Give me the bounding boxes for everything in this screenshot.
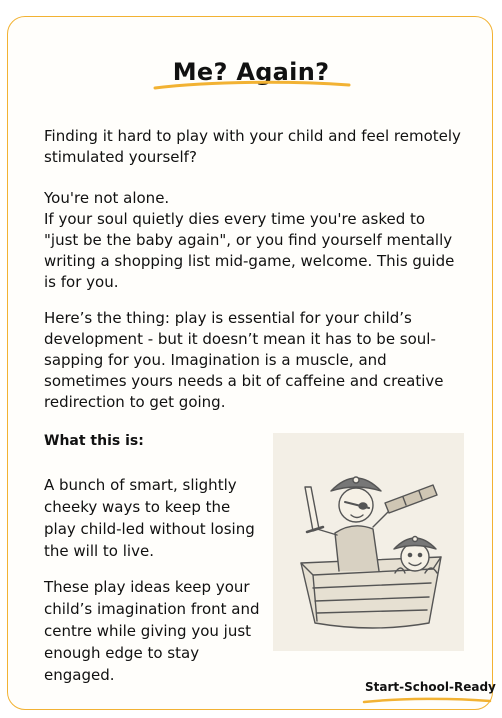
page-title: Me? Again? — [172, 58, 330, 87]
pirate-boat-illustration — [273, 433, 464, 651]
pirate-boat-drawing — [273, 433, 464, 651]
intro-paragraph-2-line-1: You're not alone. — [44, 189, 170, 207]
intro-paragraph-2-line-2: If your soul quietly dies every time you're asked to "just be the baby again", or you find yourself mentally writing a shopping list mid-game, welcome. This guide is for you. — [44, 210, 455, 291]
intro-paragraph-1: Finding it hard to play with your child and feel remotely stimulated yourself? — [44, 127, 461, 166]
intro-paragraph-3: Here’s the thing: play is essential for your child’s development - but it doesn’t mean it has to be soul-sapping for you. Imagination is a muscle, and sometimes yours needs a bit of caffeine and creative redirection to get going. — [44, 309, 444, 411]
what-this-is-paragraph-1: A bunch of smart, slightly cheeky ways to keep the play child-led without losing the will to live. — [44, 476, 255, 560]
title-underline — [152, 78, 352, 92]
intro-paragraph-2 — [44, 188, 464, 293]
brand-underline — [362, 697, 492, 705]
brand-logo: Start-School-Ready — [365, 680, 496, 694]
what-this-is-heading: What this is: — [44, 433, 144, 449]
what-this-is-paragraph-2: These play ideas keep your child’s imagination front and centre while giving you just enough edge to stay engaged. — [44, 578, 260, 684]
